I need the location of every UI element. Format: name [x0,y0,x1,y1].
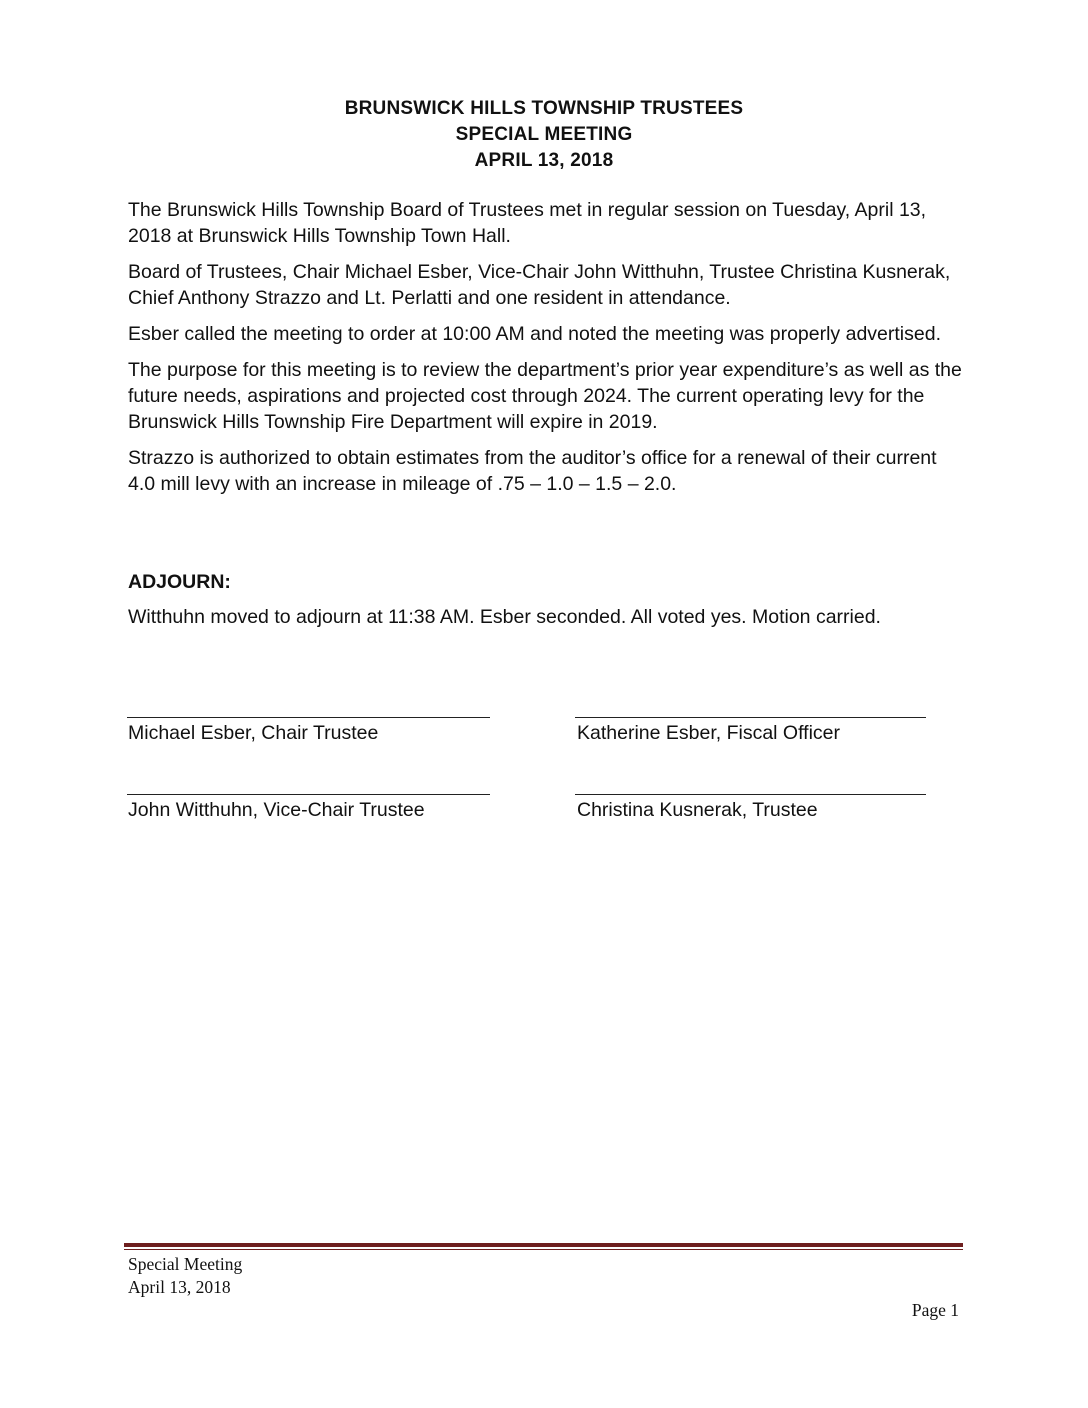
adjourn-heading: ADJOURN: [128,571,231,593]
footer-date: April 13, 2018 [128,1277,231,1297]
signature-line [127,794,490,795]
adjourn-text: Witthuhn moved to adjourn at 11:38 AM. Esber seconded. All voted yes. Motion carried. [128,606,881,628]
signature-line [575,794,926,795]
header-subtitle: SPECIAL MEETING [455,124,633,145]
footer-divider-thin [124,1249,963,1250]
page-number: Page 1 [911,1300,959,1320]
paragraph-authorization: Strazzo is authorized to obtain estimates from the auditor’s office for a renewal of their current 4.0 mill levy with an increase in mileage of .75 – 1.0 – 1.5 – 2.0. [128,447,937,495]
paragraph-attendance: Board of Trustees, Chair Michael Esber, Vice-Chair John Witthuhn, Trustee Christina Kusnerak, Chief Anthony Strazzo and Lt. Perlatti and one resident in attendance. [128,261,951,309]
paragraph-session: The Brunswick Hills Township Board of Trustees met in regular session on Tuesday, April 13, 2018 at Brunswick Hills Township Town Hall. [128,199,927,247]
signature-name-fiscal-officer: Katherine Esber, Fiscal Officer [577,722,841,744]
header-date: APRIL 13, 2018 [474,150,614,171]
minutes-body [128,197,968,507]
signature-name-trustee: Christina Kusnerak, Trustee [577,799,818,821]
footer-info [128,1253,242,1299]
signature-line [575,717,926,718]
footer-divider [124,1243,963,1247]
header-title: BRUNSWICK HILLS TOWNSHIP TRUSTEES [344,98,744,119]
signature-name-chair: Michael Esber, Chair Trustee [128,722,379,744]
document-header [128,96,960,174]
paragraph-call-to-order: Esber called the meeting to order at 10:00 AM and noted the meeting was properly advertised. [128,323,941,345]
paragraph-purpose: The purpose for this meeting is to review the department’s prior year expenditure’s as well as the future needs, aspirations and projected cost through 2024. The current operating levy for the Brunswick Hills Township Fire Department will expire in 2019. [128,359,962,433]
signature-line [127,717,490,718]
footer-meeting-label: Special Meeting [128,1254,243,1274]
signature-name-vice-chair: John Witthuhn, Vice-Chair Trustee [128,799,425,821]
